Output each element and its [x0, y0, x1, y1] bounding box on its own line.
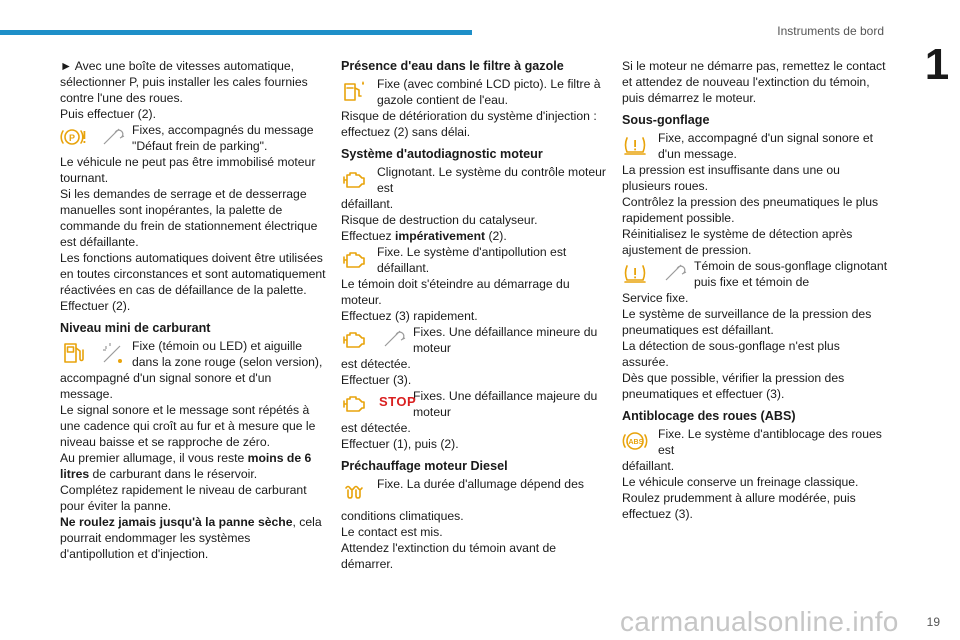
paragraph: Le véhicule conserve un freinage classique. — [622, 475, 859, 489]
fuel-warning — [60, 338, 326, 370]
paragraph: Roulez prudemment à allure modérée, puis effectuez (3). — [622, 491, 856, 521]
watermark: carmanualsonline.info — [620, 606, 899, 637]
paragraph: conditions climatiques. — [341, 509, 464, 523]
engine-diagnostic-icon — [341, 246, 367, 272]
paragraph: La pression est insuffisante dans une ou plusieurs roues. — [622, 163, 840, 193]
paragraph: La détection de sous-gonflage n'est plus assurée. — [622, 339, 840, 369]
paragraph: Les fonctions automatiques doivent être utilisées en toutes circonstances et sont automatiquement réactivées en cas de défaillance de la palette. — [60, 251, 326, 297]
paragraph: Si le moteur ne démarre pas, remettez le contact et attendez de nouveau l'extinction du témoin, puis démarrez le moteur. — [622, 59, 886, 105]
paragraph: Service fixe. — [622, 291, 689, 305]
abs-heading: Antiblocage des roues (ABS) — [622, 409, 796, 423]
water-filter-warning — [341, 76, 607, 108]
engine-fixed-description: Fixe. Le système d'antipollution est défaillant. — [377, 245, 567, 275]
paragraph: défaillant. — [341, 197, 394, 211]
engine-diagnostic-icon — [341, 166, 367, 192]
parking-brake-fault-icon — [60, 124, 86, 150]
tyre-warning — [622, 130, 888, 162]
fuel-pump-icon — [60, 340, 86, 366]
paragraph: Contrôlez la pression des pneumatiques le plus rapidement possible. — [622, 195, 879, 225]
paragraph: Le contact est mis. — [341, 525, 443, 539]
minor-fault-description: Fixes. Une défaillance mineure du moteur — [413, 325, 598, 355]
engine-fixed-warning — [341, 244, 607, 276]
paragraph: Effectuer (1), puis (2). — [341, 437, 459, 451]
paragraph: Le signal sonore et le message sont répétés à une cadence qui croît au fur et à mesure que le niveau baisse et se rapproche de zéro. — [60, 403, 316, 449]
column-3 — [622, 58, 888, 522]
stop-icon: STOP — [379, 394, 417, 409]
water-filter-description: Fixe (avec combiné LCD picto). Le filtre à gazole contient de l'eau. — [377, 77, 601, 107]
paragraph: Effectuer (3). — [341, 373, 412, 387]
wrench-service-icon — [381, 326, 407, 352]
water-in-fuel-icon — [341, 78, 367, 104]
parking-brake-description: Fixes, accompagnés du message "Défaut frein de parking". — [132, 123, 314, 153]
engine-diagnostic-icon — [341, 326, 367, 352]
paragraph: Effectuez impérativement (2). — [341, 229, 507, 243]
paragraph: défaillant. — [622, 459, 675, 473]
tyre-heading: Sous-gonflage — [622, 113, 710, 127]
column-1 — [60, 58, 326, 562]
paragraph: Le témoin doit s'éteindre au démarrage du moteur. — [341, 277, 570, 307]
abs-icon — [622, 428, 648, 454]
paragraph: est détectée. — [341, 357, 411, 371]
tyre-system-warning — [622, 258, 888, 290]
paragraph: Réinitialisez le système de détection après ajustement de pression. — [622, 227, 853, 257]
engine-blink-warning — [341, 164, 607, 196]
paragraph: accompagné d'un signal sonore et d'un message. — [60, 371, 272, 401]
fuel-gauge-icon — [100, 340, 126, 366]
tyre-pressure-icon — [622, 260, 648, 286]
major-fault-description: Fixes. Une défaillance majeure du moteur — [413, 389, 598, 419]
chapter-number: 1 — [914, 40, 960, 90]
major-fault-warning — [341, 388, 607, 420]
section-title: Instruments de bord — [777, 24, 884, 38]
abs-description: Fixe. Le système d'antiblocage des roues est — [658, 427, 882, 457]
abs-warning — [622, 426, 888, 458]
paragraph: ► Avec une boîte de vitesses automatique, sélectionner P, puis installer les cales fournies contre l'une des roues. — [60, 59, 308, 105]
minor-fault-warning — [341, 324, 607, 356]
svg-text:ABS: ABS — [628, 439, 644, 446]
tyre-description: Fixe, accompagné d'un signal sonore et d'un message. — [658, 131, 874, 161]
paragraph: est détectée. — [341, 421, 411, 435]
tyre-system-description: Témoin de sous-gonflage clignotant puis fixe et témoin de — [694, 259, 888, 289]
diesel-preheat-icon — [341, 478, 367, 504]
fuel-heading: Niveau mini de carburant — [60, 321, 211, 335]
preheat-heading: Préchauffage moteur Diesel — [341, 459, 508, 473]
paragraph: Effectuer (2). — [60, 299, 131, 313]
paragraph: Si les demandes de serrage et de desserrage manuelles sont inopérantes, la palette de commande du frein de stationnement électrique est défaillante. — [60, 187, 318, 249]
paragraph: Dès que possible, vérifier la pression des pneumatiques et effectuer (3). — [622, 371, 845, 401]
engine-diagnostic-heading: Système d'autodiagnostic moteur — [341, 147, 543, 161]
tyre-pressure-icon — [622, 132, 648, 158]
engine-blink-description: Clignotant. Le système du contrôle moteur est — [377, 165, 606, 195]
fuel-description: Fixe (témoin ou LED) et aiguille dans la zone rouge (selon version), — [132, 339, 323, 369]
paragraph: Attendez l'extinction du témoin avant de démarrer. — [341, 541, 557, 571]
paragraph: Effectuez (3) rapidement. — [341, 309, 478, 323]
paragraph: Puis effectuer (2). — [60, 107, 156, 121]
svg-text:P: P — [69, 133, 76, 143]
paragraph: Ne roulez jamais jusqu'à la panne sèche, cela pourrait endommager les systèmes d'antipollution et d'injection. — [60, 515, 322, 561]
paragraph: Le système de surveillance de la pression des pneumatiques est défaillant. — [622, 307, 872, 337]
paragraph: Le véhicule ne peut pas être immobilisé moteur tournant. — [60, 155, 316, 185]
engine-diagnostic-icon — [341, 390, 367, 416]
paragraph: Risque de détérioration du système d'injection : effectuez (2) sans délai. — [341, 109, 597, 139]
water-filter-heading: Présence d'eau dans le filtre à gazole — [341, 59, 564, 73]
page-number: 19 — [926, 615, 940, 629]
wrench-service-icon — [100, 124, 126, 150]
preheat-warning — [341, 476, 607, 508]
header-accent-bar — [0, 30, 472, 35]
parking-brake-warning — [60, 122, 326, 154]
preheat-description: Fixe. La durée d'allumage dépend des — [377, 477, 584, 491]
paragraph: Au premier allumage, il vous reste moins de 6 litres de carburant dans le réservoir. — [60, 451, 312, 481]
column-2 — [341, 58, 607, 572]
paragraph: Risque de destruction du catalyseur. — [341, 213, 538, 227]
paragraph: Complétez rapidement le niveau de carburant pour éviter la panne. — [60, 483, 307, 513]
wrench-service-icon — [662, 260, 688, 286]
